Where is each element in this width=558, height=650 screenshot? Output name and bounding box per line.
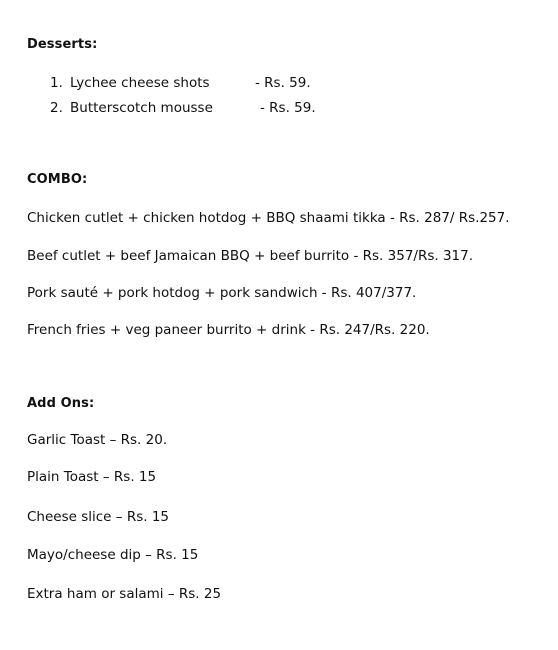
dessert-item-number: 1.	[50, 75, 63, 91]
combo-item: Beef cutlet + beef Jamaican BBQ + beef burrito - Rs. 357/Rs. 317.	[27, 248, 474, 264]
combo-item: French fries + veg paneer burrito + drink - Rs. 247/Rs. 220.	[27, 322, 430, 338]
combo-item: Chicken cutlet + chicken hotdog + BBQ shaami tikka - Rs. 287/ Rs.257.	[27, 210, 510, 226]
desserts-heading: Desserts:	[27, 37, 98, 52]
dessert-item-name: Butterscotch mousse	[70, 100, 213, 116]
addons-heading: Add Ons:	[27, 396, 95, 411]
dessert-item-number: 2.	[50, 100, 63, 116]
combo-item: Pork sauté + pork hotdog + pork sandwich - Rs. 407/377.	[27, 285, 417, 301]
dessert-item-price: - Rs. 59.	[260, 100, 316, 116]
addon-item: Extra ham or salami – Rs. 25	[27, 586, 222, 602]
dessert-item	[50, 75, 311, 91]
dessert-item	[50, 100, 316, 116]
addon-item: Plain Toast – Rs. 15	[27, 469, 157, 485]
combo-heading: COMBO:	[27, 172, 88, 187]
dessert-item-price: - Rs. 59.	[255, 75, 311, 91]
addon-item: Cheese slice – Rs. 15	[27, 509, 169, 525]
dessert-item-name: Lychee cheese shots	[70, 75, 210, 91]
addon-item: Garlic Toast – Rs. 20.	[27, 432, 168, 448]
addon-item: Mayo/cheese dip – Rs. 15	[27, 547, 199, 563]
